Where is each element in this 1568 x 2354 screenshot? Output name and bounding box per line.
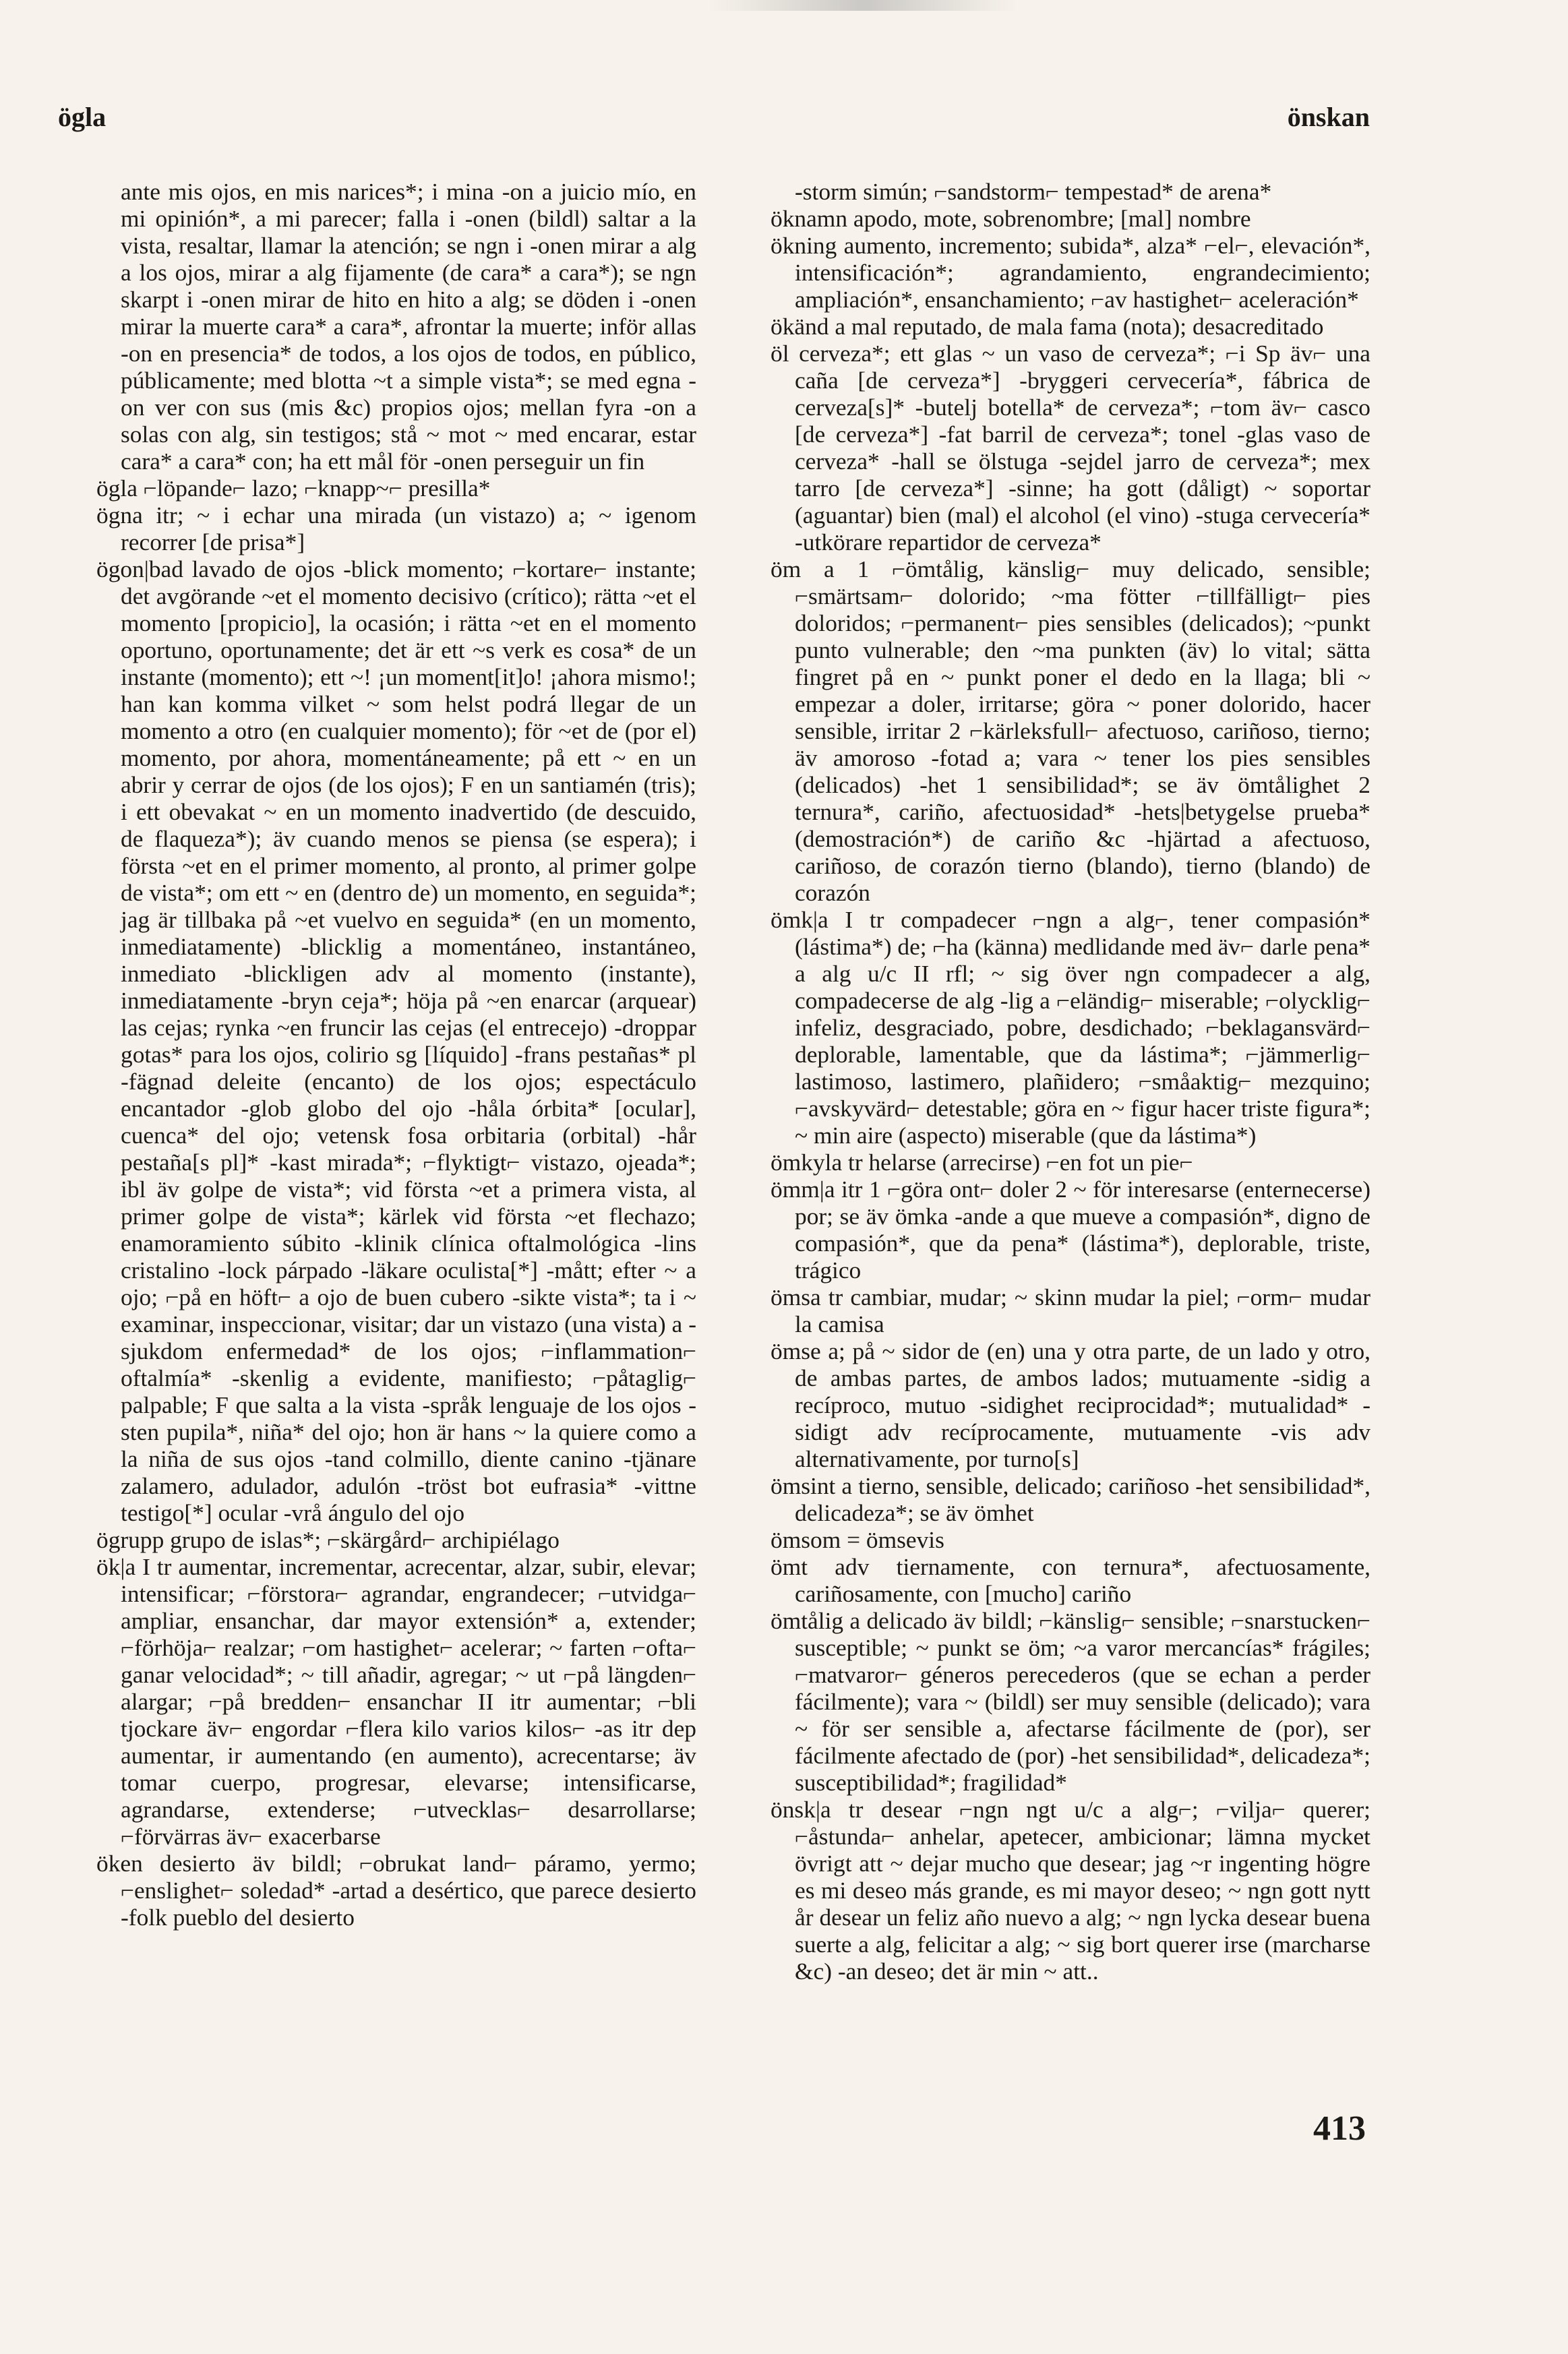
dictionary-entry-ol: öl cerveza*; ett glas ~ un vaso de cerveza*; ⌐i Sp äv⌐ una caña [de cerveza*] -bryggeri cervecería*, fábrica de cerveza[s]* -butelj botella* de cerveza*; ⌐tom äv⌐ casco [de cerveza*] -fat barril de cerveza*; tonel -glas vaso de cerveza* -hall se ölstuga -sejdel jarro de cerveza*; mex tarro [de cerveza*] -sinne; ha gott (dåligt) ~ soportar (aguantar) bien (mal) el alcohol (el vino) -stuga cervecería* -utkörare repartidor de cerveza* — [771, 340, 1370, 555]
dictionary-entry-continued: ante mis ojos, en mis narices*; i mina -on a juicio mío, en mi opinión*, a mi parecer; falla i -onen (bildl) saltar a la vista, resaltar, llamar la atención; se ngn i -onen mirar a alg a los ojos, mirar a alg fijamente (de cara* a cara*); se ngn skarpt i -onen mirar de hito en hito a alg; se döden i -onen mirar la muerte cara* a cara*, afrontar la muerte; inför allas -on en presencia* de todos, a los ojos de todos, en público, públicamente; med blotta ~t a simple vista*; se med egna -on ver con sus (mis &c) propios ojos; mellan fyra -on a solas con alg, sin testigos; stå ~ mot ~ med encarar, estar cara* a cara* con; ha ett mål för -onen perseguir un fin — [121, 178, 696, 475]
dictionary-entry-oken: öken desierto äv bildl; ⌐obrukat land⌐ páramo, yermo; ⌐enslighet⌐ soledad* -artad a desértico, que parece desierto -folk pueblo del desierto — [96, 1850, 696, 1931]
dictionary-entry-omsa: ömsa tr cambiar, mudar; ~ skinn mudar la piel; ⌐orm⌐ mudar la camisa — [771, 1284, 1370, 1337]
dictionary-entry-oknamn: öknamn apodo, mote, sobrenombre; [mal] nombre — [771, 205, 1251, 232]
dictionary-entry-om: öm a 1 ⌐ömtålig, känslig⌐ muy delicado, sensible; ⌐smärtsam⌐ dolorido; ~ma fötter ⌐tillfälligt⌐ pies doloridos; ⌐permanent⌐ pies sensibles (delicados); ~punkt punto vulnerable; den ~ma punkten (äv) lo vital; sätta fingret på en ~ punkt poner el dedo en la llaga; bli ~ empezar a doler, irritarse; göra ~ poner dolorido, hacer sensible, irritar 2 ⌐kärleksfull⌐ afectuoso, cariñoso, tierno; äv amoroso -fotad a; vara ~ tener los pies sensibles (delicados) -het 1 sensibilidad*; se äv ömtålighet 2 ternura*, cariño, afectuosidad* -hets|betygelse prueba* (demostración*) de cariño &c -hjärtad a afectuoso, cariñoso, de corazón tierno (blando), tierno (blando) de corazón — [771, 555, 1370, 906]
dictionary-entry-onska: önsk|a tr desear ⌐ngn ngt u/c a alg⌐; ⌐vilja⌐ querer; ⌐åstunda⌐ anhelar, apetecer, ambicionar; lämna mycket övrigt att ~ dejar mucho que desear; jag ~r ingenting högre es mi deseo más grande, es mi mayor deseo; ~ ngn gott nytt år desear un feliz año nuevo a alg; ~ ngn lycka desear buena suerte a alg, felicitar a alg; ~ sig bort querer irse (marcharse &c) -an deseo; det är min ~ att.. — [771, 1796, 1370, 1985]
dictionary-entry-omsom: ömsom = ömsevis — [771, 1526, 944, 1553]
dictionary-entry-omsint: ömsint a tierno, sensible, delicado; cariñoso -het sensibilidad*, delicadeza*; se äv ömhet — [771, 1472, 1370, 1526]
dictionary-entry-ogon: ögon|bad lavado de ojos -blick momento; ⌐kortare⌐ instante; det avgörande ~et el momento decisivo (crítico); rätta ~et el momento [propicio], la ocasión; i rätta ~et en el momento oportuno, oportunamente; det är ett ~s verk es cosa* de un instante (momento); ett ~! ¡un moment[it]o! ¡ahora mismo!; han kan komma vilket ~ som helst podrá llegar de un momento a otro (en cualquier momento); för ~et de (por el) momento, por ahora, momentáneamente; på ett ~ en un abrir y cerrar de ojos (de los ojos); F en un santiamén (tris); i ett obevakat ~ en un momento inadvertido (de descuido, de flaqueza*); äv cuando menos se piensa (se espera); i första ~et en el primer momento, al pronto, al primer golpe de vista*; om ett ~ en (dentro de) un momento, en seguida*; jag är tillbaka på ~et vuelvo en seguida* (en un momento, inmediatamente) -blicklig a momentáneo, instantáneo, inmediato -blickligen adv al momento (instante), inmediatamente -bryn ceja*; höja på ~en enarcar (arquear) las cejas; rynka ~en fruncir las cejas (el entrecejo) -droppar gotas* para los ojos, colirio sg [líquido] -frans pestañas* pl -fägnad deleite (encanto) de los ojos; espectáculo encantador -glob globo del ojo -håla órbita* [ocular], cuenca* del ojo; vetensk fosa orbitaria (orbital) -hår pestaña[s pl]* -kast mirada*; ⌐flyktigt⌐ vistazo, ojeada*; ibl äv golpe de vista*; vid första ~et a primera vista, al primer golpe de vista*; kärlek vid första ~et flechazo; enamoramiento súbito -klinik clínica oftalmológica -lins cristalino -lock párpado -läkare oculista[*] -mått; efter ~ a ojo; ⌐på en höft⌐ a ojo de buen cubero -sikte vista*; ta i ~ examinar, inspeccionar, visitar; dar un vistazo (una vista) a -sjukdom enfermedad* de los ojos; ⌐inflammation⌐ oftalmía* -skenlig a evidente, manifiesto; ⌐påtaglig⌐ palpable; F que salta a la vista -språk lenguaje de los ojos -sten pupila*, niña* del ojo; hon är hans ~ la quiere como a la niña de sus ojos -tand colmillo, diente canino -tjänare zalamero, adulador, adulón -tröst bot eufrasia* -vittne testigo[*] ocular -vrå ángulo del ojo — [96, 555, 696, 1526]
scan-shadow — [708, 0, 1018, 11]
dictionary-entry-okning: ökning aumento, incremento; subida*, alza* ⌐el⌐, elevación*, intensificación*; agrandamiento, engrandecimiento; ampliación*, ensanchamiento; ⌐av hastighet⌐ aceleración* — [771, 232, 1370, 313]
dictionary-entry-omse: ömse a; på ~ sidor de (en) una y otra parte, de un lado y otro, de ambas partes, de ambos lados; mutuamente -sidig a recíproco, mutuo -sidighet reciprocidad*; mutualidad* -sidigt adv recíprocamente, mutuamente -vis adv alternativamente, por turno[s] — [771, 1337, 1370, 1472]
right-column — [771, 178, 1370, 2099]
dictionary-entry-ogna: ögna itr; ~ i echar una mirada (un vistazo) a; ~ igenom recorrer [de prisa*] — [96, 502, 696, 555]
dictionary-entry-continued: -storm simún; ⌐sandstorm⌐ tempestad* de arena* — [795, 178, 1272, 205]
dictionary-entry-oka: ök|a I tr aumentar, incrementar, acrecentar, alzar, subir, elevar; intensificar; ⌐förstora⌐ agrandar, engrandecer; ⌐utvidga⌐ ampliar, ensanchar, dar mayor extensión* a, extender; ⌐förhöja⌐ realzar; ⌐om hastighet⌐ acelerar; ~ farten ⌐ofta⌐ ganar velocidad*; ~ till añadir, agregar; ~ ut ⌐på längden⌐ alargar; ⌐på bredden⌐ ensanchar II itr aumentar; ⌐bli tjockare äv⌐ engordar ⌐flera kilo varios kilos⌐ -as itr dep aumentar, ir aumentando (en aumento), acrecentarse; äv tomar cuerpo, progresar, elevarse; intensificarse, agrandarse, extenderse; ⌐utvecklas⌐ desarrollarse; ⌐förvärras äv⌐ exacerbarse — [96, 1553, 696, 1850]
dictionary-entry-omka: ömk|a I tr compadecer ⌐ngn a alg⌐, tener compasión* (lástima*) de; ⌐ha (känna) medlidande med äv⌐ darle pena* a alg u/c II rfl; ~ sig över ngn compadecer a alg, compadecerse de alg -lig a ⌐eländig⌐ miserable; ⌐olycklig⌐ infeliz, desgraciado, pobre, desdichado; ⌐beklagansvärd⌐ deplorable, lamentable, que da lástima*; ⌐jämmerlig⌐ lastimoso, lastimero, plañidero; ⌐småaktig⌐ mezquino; ⌐avskyvärd⌐ detestable; göra en ~ figur hacer triste figura*; ~ min aire (aspecto) miserable (que da lástima*) — [771, 906, 1370, 1149]
dictionary-entry-omkyla: ömkyla tr helarse (arrecirse) ⌐en fot un pie⌐ — [771, 1149, 1193, 1176]
dictionary-entry-ogrupp: ögrupp grupo de islas*; ⌐skärgård⌐ archipiélago — [96, 1526, 560, 1553]
dictionary-entry-okand: ökänd a mal reputado, de mala fama (nota); desacreditado — [771, 313, 1324, 340]
left-column — [96, 178, 696, 2099]
dictionary-entry-omt: ömt adv tiernamente, con ternura*, afectuosamente, cariñosamente, con [mucho] cariño — [771, 1553, 1370, 1607]
header-left-guide-word: ögla — [58, 102, 107, 132]
dictionary-entry-ogla: ögla ⌐löpande⌐ lazo; ⌐knapp~⌐ presilla* — [96, 475, 491, 502]
dictionary-entry-omtalig: ömtålig a delicado äv bildl; ⌐känslig⌐ sensible; ⌐snarstucken⌐ susceptible; ~ punkt se öm; ~a varor mercancías* frágiles; ⌐matvaror⌐ géneros perecederos (que se echan a perder fácilmente); vara ~ (bildl) ser muy sensible (delicado); vara ~ för ser sensible a, afectarse fácilmente de (por), ser fácilmente afectado de (por) -het sensibilidad*, delicadeza*; susceptibilidad*; fragilidad* — [771, 1607, 1370, 1796]
page-number: 413 — [1313, 2109, 1366, 2148]
dictionary-entry-omma: ömm|a itr 1 ⌐göra ont⌐ doler 2 ~ för interesarse (enternecerse) por; se äv ömka -ande a que mueve a compasión*, digno de compasión*, que da pena* (lástima*), deplorable, triste, trágico — [771, 1176, 1370, 1284]
header-right-guide-word: önskan — [1287, 102, 1370, 132]
